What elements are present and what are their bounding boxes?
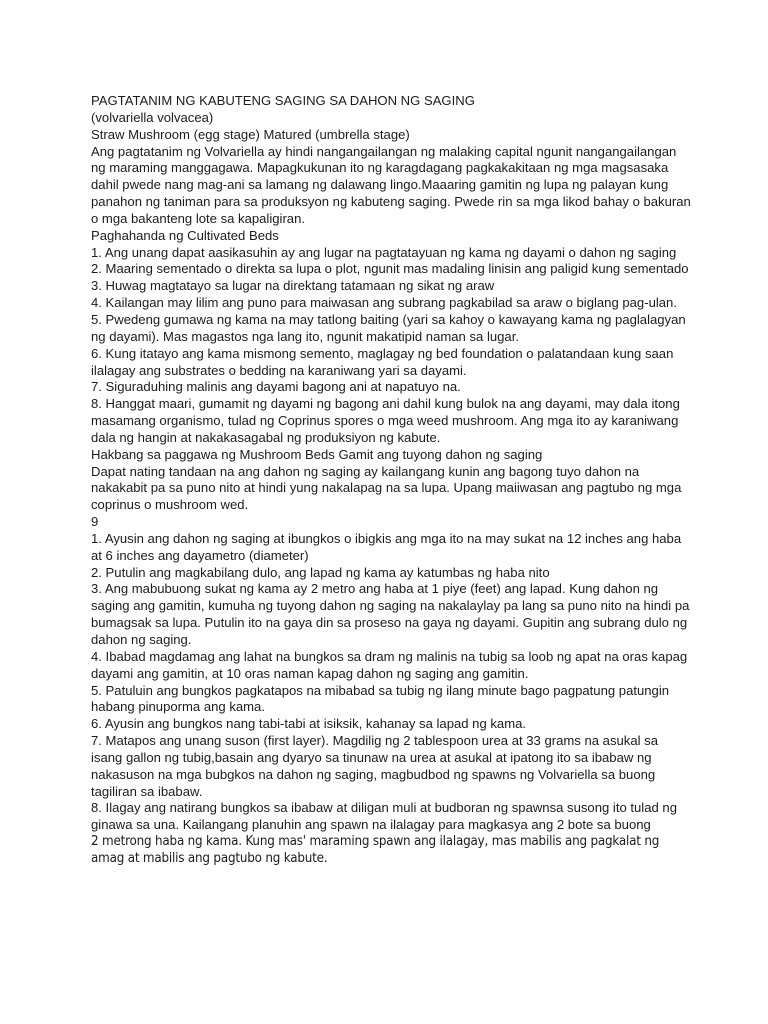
mushroom-stages: Straw Mushroom (egg stage) Matured (umbrella stage) <box>91 126 410 142</box>
section1-item-3: 3. Huwag magtatayo sa lugar na direktang tatamaan ng sikat ng araw <box>91 278 495 294</box>
section1-item-5: 5. Pwedeng gumawa ng kama na may tatlong baiting (yari sa kahoy o kawayang kama ng paglalagyan ng dayami). Mas magastos nga lang ito, ngunit makatipid naman sa lugar. <box>91 311 686 344</box>
section1-item-4: 4. Kailangan may lilim ang puno para maiwasan ang subrang pagkabilad sa araw o biglang pag-ulan. <box>91 295 677 311</box>
section1-item-1: 1. Ang unang dapat aasikasuhin ay ang lugar na pagtatayuan ng kama ng dayami o dahon ng saging <box>91 244 677 260</box>
section2-heading: Hakbang sa paggawa ng Mushroom Beds Gamit ang tuyong dahon ng saging <box>91 446 543 462</box>
section2-item-7: 7. Matapos ang unang suson (first layer). Magdilig ng 2 tablespoon urea at 33 grams na asukal sa isang gallon ng tubig,basain ang dyaryo sa tinunaw na urea at asukal at ipatong ito sa ibabaw ng nakasuson na mga bubgkos na dahon ng saging, magbudbod ng spawns ng Volvariella sa buong tagiliran sa ibabaw. <box>91 733 659 799</box>
section2-item-2: 2. Putulin ang magkabilang dulo, ang lapad ng kama ay katumbas ng haba nito <box>91 564 550 580</box>
section2-item-6: 6. Ayusin ang bungkos nang tabi-tabi at isiksik, kahanay sa lapad ng kama. <box>91 716 527 732</box>
section1-item-2: 2. Maaring sementado o direkta sa lupa o plot, ngunit mas madaling linisin ang paligid kung sementado <box>91 261 689 277</box>
section1-item-6: 6. Kung itatayo ang kama mismong semento, maglagay ng bed foundation o palatandaan kung saan ilalagay ang substrates o bedding na karaniwang yari sa dayami. <box>91 345 674 378</box>
section2-item-1: 1. Ayusin ang dahon ng saging at ibungkos o ibigkis ang mga ito na may sukat na 12 inches ang haba at 6 inches ang dayametro (diameter) <box>91 530 682 563</box>
section2-item-4: 4. Ibabad magdamag ang lahat na bungkos sa dram ng malinis na tubig sa loob ng apat na oras kapag dayami ang gamitin, at 10 oras naman kapag dahon ng saging ang gamitin. <box>91 648 688 681</box>
section1-heading: Paghahanda ng Cultivated Beds <box>91 227 279 243</box>
stray-number: 9 <box>91 514 99 530</box>
section1-item-8: 8. Hanggat maari, gumamit ng dayami ng bagong ani dahil kung bulok na ang dayami, may dala itong masamang organismo, tulad ng Coprinus spores o mga weed mushroom. Ang mga ito ay karaniwang dala ng hangin at nakakasagabal ng produksiyon ng kabute. <box>91 396 680 445</box>
section2-note: Dapat nating tandaan na ang dahon ng saging ay kailangang kunin ang bagong tuyo dahon na nakakabit pa sa puno nito at hindi yung nakalapag na sa lupa. Upang maiiwasan ang pagtubo ng mga coprinus o mushroom wed. <box>91 463 682 513</box>
intro-paragraph: Ang pagtatanim ng Volvariella ay hindi nangangailangan ng malaking capital ngunit nangangailangan ng maraming manggagawa. Mapagkukunan ito ng karagdagang pagkakakitaan ng mga magsasaka dahil pwede nang mag-ani sa lamang ng dalawang lingo.Maaaring gamitin ng lupa ng palayan kung panahon ng taniman para sa produksyon ng kabuteng saging. Pwede rin sa mga likod bahay o bakuran o mga bakanteng lote sa kapaligiran. <box>91 143 691 226</box>
section2-item-8: 8. Ilagay ang natirang bungkos sa ibabaw at diligan muli at budboran ng spawnsa susong ito tulad ng ginawa sa una. Kailangang planuhin ang spawn na ilalagay para magkasya ang 2 bote sa buong <box>91 800 677 833</box>
scientific-name: (volvariella volvacea) <box>91 109 214 125</box>
document-body <box>91 93 691 868</box>
section1-item-7: 7. Siguraduhing malinis ang dayami bagong ani at napatuyo na. <box>91 379 461 395</box>
closing-paragraph: 2 metrong haba ng kama. Kung mas' maraming spawn ang ilalagay, mas mabilis ang pagkalat ng amag at mabilis ang pagtubo ng kabute. <box>91 834 660 866</box>
document-title: PAGTATANIM NG KABUTENG SAGING SA DAHON NG SAGING <box>91 93 475 108</box>
section2-item-3: 3. Ang mabubuong sukat ng kama ay 2 metro ang haba at 1 piye (feet) ang lapad. Kung dahon ng saging ang gamitin, kumuha ng tuyong dahon ng saging na nakalaylay pa lang sa puno nito na hindi pa bumagsak sa lupa. Putulin ito na gaya din sa proseso na gaya ng dayami. Gupitin ang subrang dulo ng dahon ng saging. <box>91 581 690 647</box>
section2-item-5: 5. Patuluin ang bungkos pagkatapos na mibabad sa tubig ng ilang minute bago pagpatung patungin habang pinuporma ang kama. <box>91 682 670 715</box>
